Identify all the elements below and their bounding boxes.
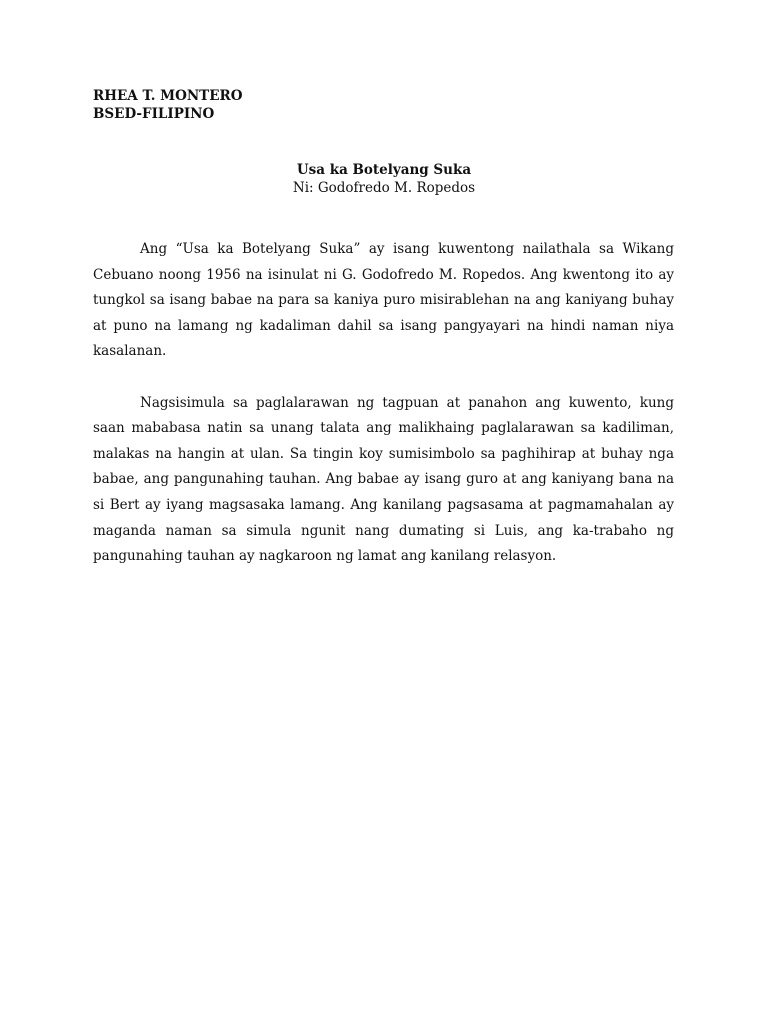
course-name: BSED-FILIPINO [93,106,215,122]
paragraph-1: Ang “Usa ka Botelyang Suka” ay isang kuwentong nailathala sa Wikang Cebuano noong 1956 na isinulat ni G. Godofredo M. Ropedos. Ang kwentong ito ay tungkol sa isang babae na para sa kaniya puro misirablehan na ang kaniyang buhay at puno na lamang ng kadaliman dahil sa isang pangyayari na hindi naman niya kasalanan. [93,241,674,360]
author-name: RHEA T. MONTERO [93,88,243,104]
story-byline: Ni: Godofredo M. Ropedos [292,180,476,196]
title-block [0,161,768,197]
author-header [93,87,243,123]
story-title: Usa ka Botelyang Suka [296,162,472,178]
essay-body [93,237,674,570]
paragraph-2: Nagsisimula sa paglalarawan ng tagpuan at panahon ang kuwento, kung saan mababasa natin sa unang talata ang malikhaing paglalarawan sa kadiliman, malakas na hangin at ulan. Sa tingin koy sumisimbolo sa paghihirap at buhay nga babae, ang pangunahing tauhan. Ang babae ay isang guro at ang kaniyang bana na si Bert ay iyang magsasaka lamang. Ang kanilang pagsasama at pagmamahalan ay maganda naman sa simula ngunit nang dumating si Luis, ang ka-trabaho ng pangunahing tauhan ay nagkaroon ng lamat ang kanilang relasyon. [93,394,674,565]
